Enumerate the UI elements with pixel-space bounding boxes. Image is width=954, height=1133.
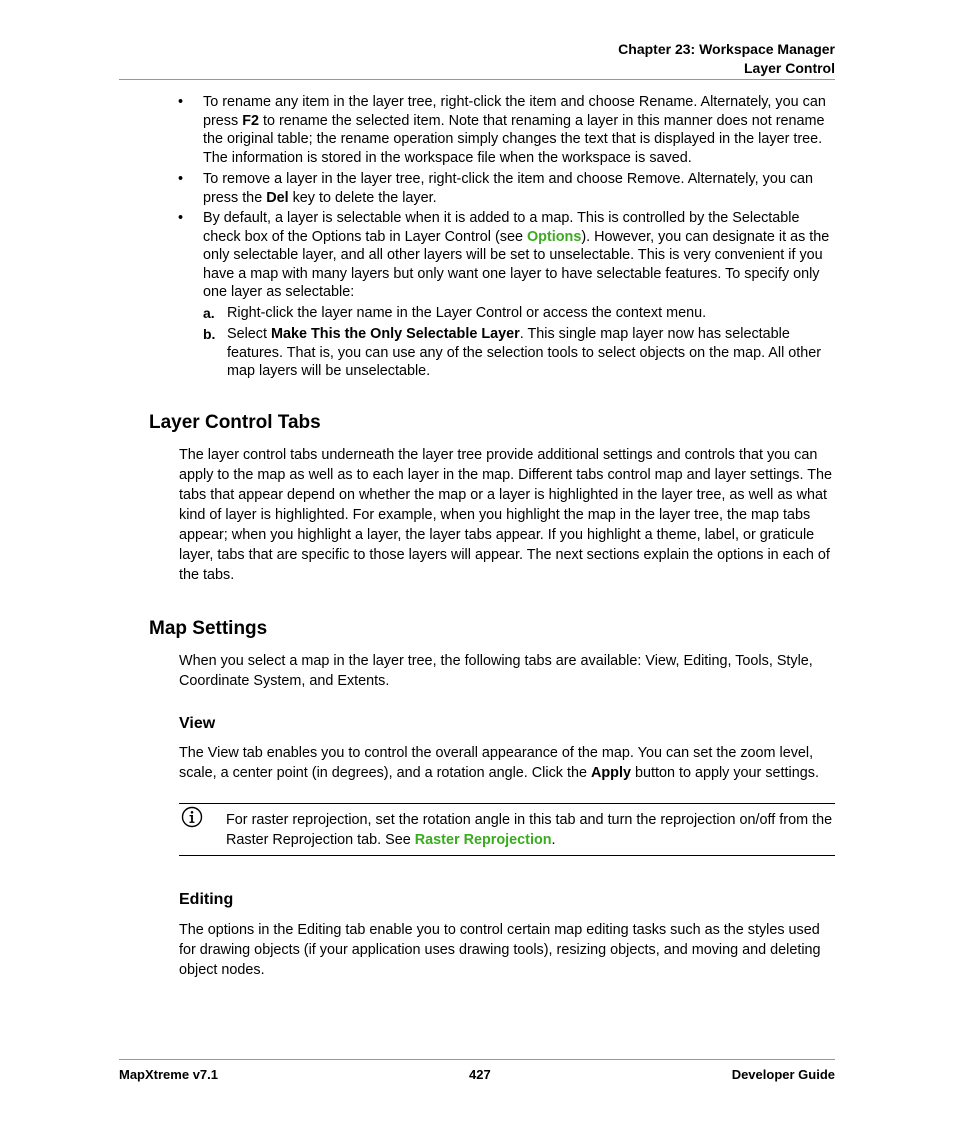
view-paragraph: The View tab enables you to control the overall appearance of the map. You can set the zoom level, scale, a center point (in degrees), and a rotation angle. Click the Apply button to apply your settings. (179, 745, 819, 781)
bullet-marker: • (178, 94, 184, 110)
key-f2: F2 (242, 112, 259, 129)
options-link[interactable]: Options (526, 228, 582, 245)
footer-product: MapXtreme v7.1 (119, 1067, 218, 1082)
step-a-label: a. (203, 305, 215, 321)
bullet-marker: • (178, 171, 184, 187)
heading-view: View (179, 715, 216, 732)
map-settings-paragraph: When you select a map in the layer tree, the following tabs are available: View, Editing, Tools, Style, Coordinate System, and Extents. (179, 653, 813, 689)
heading-editing: Editing (179, 891, 234, 908)
chapter-title: Chapter 23: Workspace Manager (618, 41, 835, 57)
section-title: Layer Control (743, 60, 835, 76)
footer-rule (119, 1059, 835, 1060)
note-text: For raster reprojection, set the rotation angle in this tab and turn the reprojection on/off from the Raster Reprojection tab. See Raster Reprojection. (226, 812, 833, 848)
header-rule (119, 79, 835, 80)
apply-keyword: Apply (590, 765, 631, 781)
menu-command: Make This the Only Selectable Layer (271, 326, 520, 342)
bullet-marker: • (178, 210, 184, 226)
bullet-remove: To remove a layer in the layer tree, right-click the item and choose Remove. Alternately, you can press the Del key to delete the layer. (203, 171, 814, 206)
raster-reprojection-link[interactable]: Raster Reprojection (414, 832, 552, 848)
step-a: Right-click the layer name in the Layer Control or access the context menu. (227, 305, 707, 321)
page-number: 427 (469, 1067, 491, 1082)
tabs-paragraph: The layer control tabs underneath the layer tree provide additional settings and controls that you can apply to the map as well as to each layer in the map. Different tabs control map and layer settings. The tabs that appear depend on whether the map or a layer is highlighted in the layer tree, as well as what kind of layer is highlighted. For example, when you highlight the map in the layer tree, the map tabs appear; when you highlight a layer, the layer tabs appear. If you highlight a theme, label, or graticule layer, tabs that are specific to those layers will appear. The next sections explain the options in each of the tabs. (179, 447, 832, 583)
editing-paragraph: The options in the Editing tab enable you to control certain map editing tasks such as the styles used for drawing objects (if your application uses drawing tools), resizing objects, and moving and deleting object nodes. (179, 922, 821, 978)
footer-guide: Developer Guide (731, 1067, 835, 1082)
info-icon (181, 806, 203, 828)
heading-layer-control-tabs: Layer Control Tabs (149, 412, 321, 433)
key-del: Del (266, 189, 289, 206)
bullet-selectable: By default, a layer is selectable when it is added to a map. This is controlled by the Selectable check box of the Options tab in Layer Control (see Options). However, you can designate it as the only selectable layer, and all other layers will be set to unselectable. This is very convenient if you have a map with many layers but only want one layer to have selectable features. To specify only one layer as selectable: (203, 210, 830, 300)
bullet-rename: To rename any item in the layer tree, right-click the item and choose Rename. Alternately, you can press F2 to rename the selected item. Note that renaming a layer in this manner does not rename the original table; the rename operation simply changes the text that is displayed in the layer tree. The information is stored in the workspace file when the workspace is saved. (203, 94, 826, 166)
heading-map-settings: Map Settings (149, 618, 268, 639)
step-b: Select Make This the Only Selectable Layer. This single map layer now has selectable features. That is, you can use any of the selection tools to select objects on the map. All other map layers will be unselectable. (227, 326, 822, 379)
running-header (618, 40, 835, 78)
note-top-rule (179, 803, 835, 804)
step-b-label: b. (203, 326, 216, 342)
note-bottom-rule (179, 855, 835, 856)
